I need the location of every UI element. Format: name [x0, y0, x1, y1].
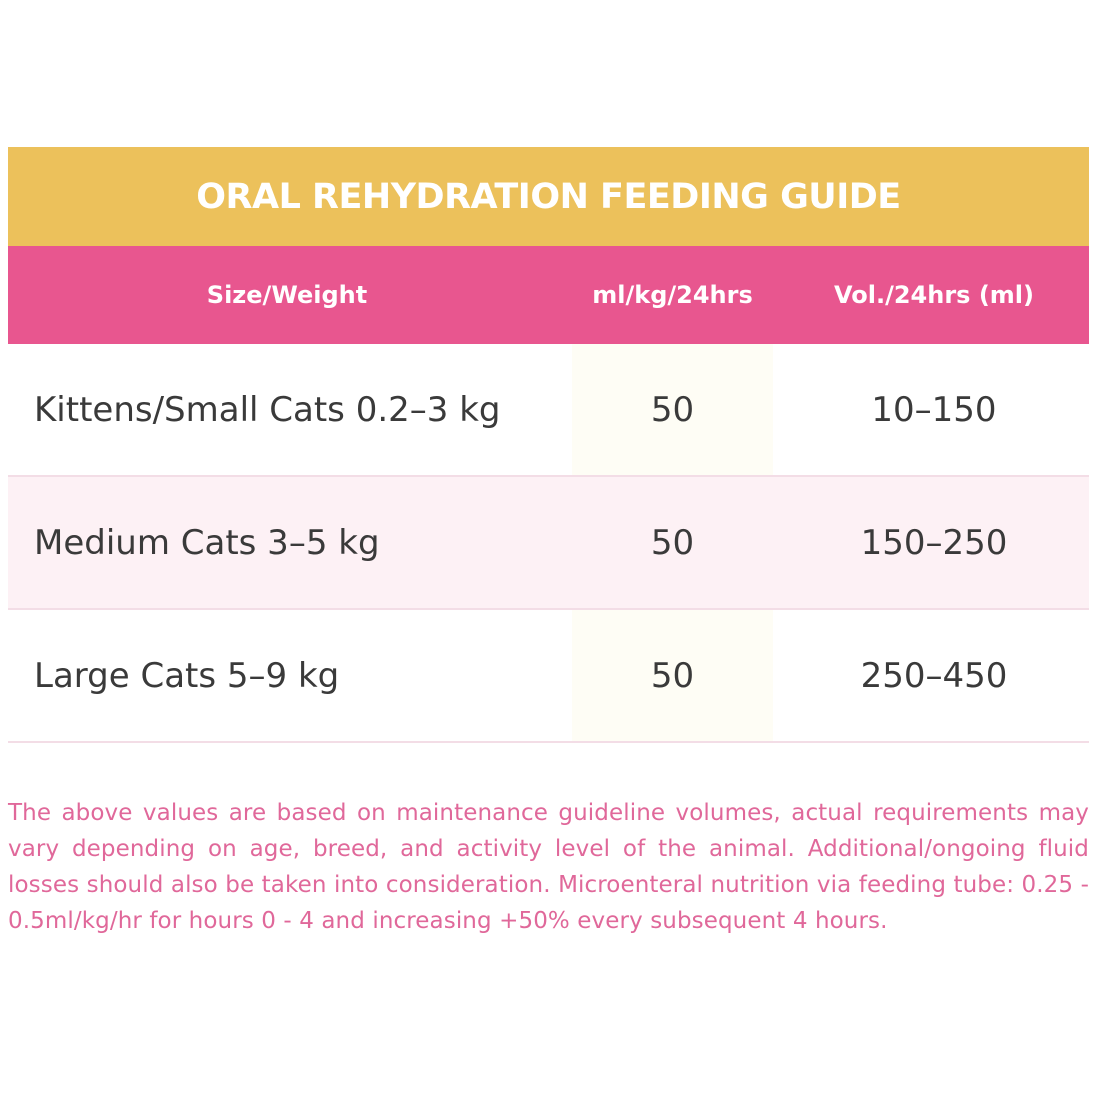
- rate-cell: 50: [572, 344, 773, 475]
- rate-cell: 50: [650, 522, 695, 563]
- column-header-ml-kg-24hrs: ml/kg/24hrs: [592, 281, 753, 309]
- volume-cell: 10–150: [871, 389, 997, 430]
- size-weight-cell: Kittens/Small Cats 0.2–3 kg: [34, 389, 501, 430]
- footnote-text: The above values are based on maintenance guideline volumes, actual requirements may vary depending on age, breed, and activity level of the animal. Additional/ongoing fluid losses should also be taken into consideration. Microenteral nutrition via feeding tube: 0.25 - 0.5ml/kg/hr for hours 0 - 4 and increasing +50% every subsequent 4 hours.: [8, 800, 1089, 934]
- feeding-guide-table: [8, 147, 1089, 743]
- table-header-row: [8, 246, 1089, 344]
- guide-title: ORAL REHYDRATION FEEDING GUIDE: [196, 176, 901, 217]
- size-weight-cell: Medium Cats 3–5 kg: [34, 522, 380, 563]
- rate-cell: 50: [572, 610, 773, 741]
- size-weight-cell: Large Cats 5–9 kg: [34, 655, 340, 696]
- column-header-size-weight: Size/Weight: [206, 281, 368, 309]
- title-bar: [8, 147, 1089, 246]
- table-row: [8, 477, 1089, 610]
- column-header-volume-24hrs: Vol./24hrs (ml): [834, 281, 1034, 309]
- volume-cell: 250–450: [860, 655, 1008, 696]
- volume-cell: 150–250: [860, 522, 1008, 563]
- table-row: [8, 610, 1089, 743]
- table-row: [8, 344, 1089, 477]
